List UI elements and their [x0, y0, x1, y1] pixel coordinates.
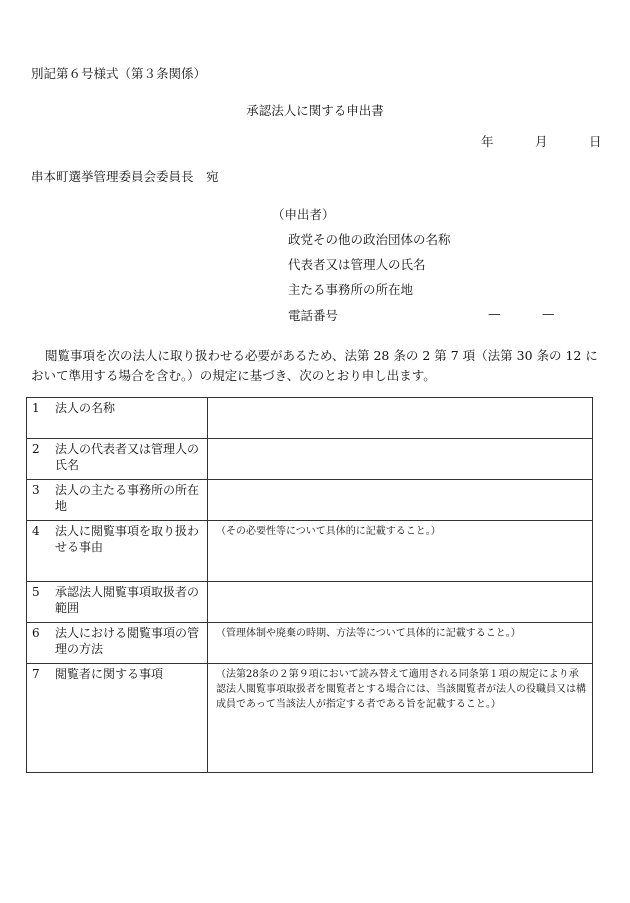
- row-label: 法人の主たる事務所の所在地: [55, 483, 200, 513]
- applicant-heading: （申出者）: [272, 207, 335, 222]
- table-row: [27, 480, 593, 521]
- applicant-field-org-name: 政党その他の政治団体の名称: [288, 232, 451, 247]
- row-label: 法人に閲覧事項を取り扱わせる事由: [55, 524, 200, 554]
- table-input-cell[interactable]: [208, 521, 593, 582]
- date-month-label: 月: [535, 134, 548, 149]
- row-note: （法第28条の２第９項において読み替えて適用される同条第１項の規定により承認法人閲覧事項取扱者を閲覧者とする場合には、当該閲覧者が法人の役職員又は構成員であって当該法人が指定する者である旨を記載すること。）: [216, 669, 586, 710]
- table-input-cell[interactable]: [208, 398, 593, 439]
- row-number: 2: [32, 442, 40, 456]
- form-number-label: 別記第６号様式（第３条関係）: [31, 66, 207, 81]
- applicant-field-address: 主たる事務所の所在地: [288, 282, 414, 297]
- body-paragraph: [31, 346, 606, 386]
- row-number: 1: [32, 401, 40, 415]
- phone-dash-1: —: [488, 306, 501, 321]
- table-input-cell[interactable]: [208, 439, 593, 480]
- phone-dash-2: —: [542, 306, 555, 321]
- table-row: [27, 582, 593, 623]
- row-number: 6: [32, 626, 40, 640]
- row-note: [208, 582, 592, 585]
- table-row: [27, 398, 593, 439]
- row-note: [208, 480, 592, 483]
- table-label-cell: [27, 398, 208, 439]
- row-label: 法人の代表者又は管理人の氏名: [55, 442, 200, 472]
- applicant-field-representative: 代表者又は管理人の氏名: [288, 257, 426, 272]
- row-label: 法人における閲覧事項の管理の方法: [55, 626, 200, 656]
- addressee: 串本町選挙管理委員会委員長 宛: [31, 169, 219, 184]
- row-label: 閲覧者に関する事項: [55, 667, 164, 681]
- row-note: （その必要性等について具体的に記載すること。）: [216, 526, 441, 537]
- body-paragraph-text: 閲覧事項を次の法人に取り扱わせる必要があるため、法第 28 条の 2 第 7 項（法第 30 条の 12 において準用する場合を含む。）の規定に基づき、次のとおり申し出ます。: [31, 348, 598, 383]
- row-number: 4: [32, 524, 40, 538]
- table-input-cell[interactable]: [208, 623, 593, 664]
- table-input-cell[interactable]: [208, 582, 593, 623]
- row-note: [208, 398, 592, 401]
- table-row: [27, 439, 593, 480]
- row-number: 5: [32, 585, 40, 599]
- table-label-cell: [27, 623, 208, 664]
- table-label-cell: [27, 439, 208, 480]
- row-label: 承認法人閲覧事項取扱者の範囲: [55, 585, 200, 615]
- row-number: 3: [32, 483, 40, 497]
- applicant-field-phone: 電話番号: [288, 308, 339, 323]
- row-label: 法人の名称: [55, 401, 116, 415]
- table-label-cell: [27, 582, 208, 623]
- table-label-cell: [27, 480, 208, 521]
- document-title: 承認法人に関する申出書: [246, 103, 384, 118]
- details-table: [26, 397, 593, 773]
- table-label-cell: [27, 521, 208, 582]
- table-row: [27, 664, 593, 773]
- date-day-label: 日: [589, 134, 602, 149]
- row-note: [208, 439, 592, 442]
- table-label-cell: [27, 664, 208, 773]
- table-row: [27, 521, 593, 582]
- date-year-label: 年: [481, 134, 494, 149]
- row-number: 7: [32, 667, 40, 681]
- row-note: （管理体制や廃棄の時期、方法等について具体的に記載すること。）: [216, 628, 521, 639]
- table-input-cell[interactable]: [208, 664, 593, 773]
- table-input-cell[interactable]: [208, 480, 593, 521]
- table-row: [27, 623, 593, 664]
